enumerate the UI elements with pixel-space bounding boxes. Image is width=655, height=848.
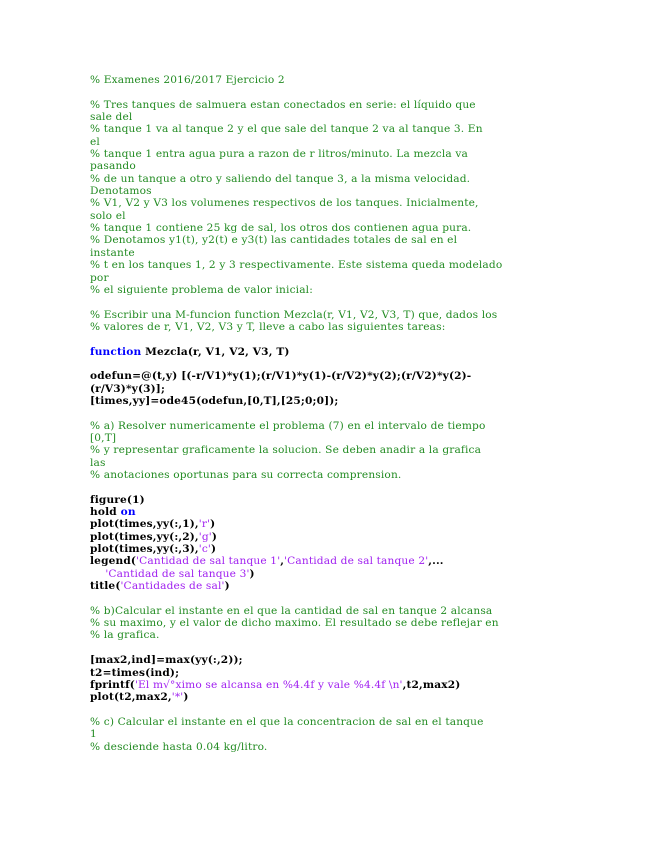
string-literal: '*' <box>171 691 184 704</box>
code-line <box>90 555 570 567</box>
intro-comment-line: el <box>90 135 100 148</box>
intro-comment-line: instante <box>90 246 135 259</box>
intro-comment-line: % Tres tanques de salmuera estan conectados en serie: el líquido que <box>90 98 476 111</box>
code-line <box>90 580 570 592</box>
part-c-comment-line: 1 <box>90 728 97 741</box>
intro-comment-line: % t en los tanques 1, 2 y 3 respectivamente. Este sistema queda modelado <box>90 259 503 272</box>
string-literal: 'Cantidad de sal tanque 3' <box>105 567 250 580</box>
code-fragment: fprintf( <box>90 678 135 691</box>
code-line: figure(1) <box>90 493 145 506</box>
function-signature: Mezcla(r, V1, V2, V3, T) <box>141 345 290 358</box>
code-fragment: ) <box>249 567 255 580</box>
task-comment-line: % Escribir una M-funcion function Mezcla(r, V1, V2, V3, T) que, dados los <box>90 308 498 321</box>
part-b-comment-line: % la grafica. <box>90 629 160 642</box>
string-literal: 'El m√°ximo se alcansa en %4.4f y vale %4.4f \n' <box>134 678 403 691</box>
code-listing <box>90 74 570 753</box>
intro-comment-line: % el siguiente problema de valor inicial: <box>90 283 313 296</box>
part-b-comment-line: % b)Calcular el instante en el que la cantidad de sal en tanque 2 alcansa <box>90 604 493 617</box>
code-line <box>90 691 570 703</box>
intro-comment-line: % Denotamos y1(t), y2(t) e y3(t) las cantidades totales de sal en el <box>90 234 458 247</box>
intro-comment-line: por <box>90 271 109 284</box>
part-a-comment-line: las <box>90 456 106 469</box>
hold-command: hold <box>90 506 121 519</box>
intro-comment-line: Denotamos <box>90 185 152 198</box>
code-fragment: ,... <box>428 555 444 568</box>
string-literal: 'Cantidad de sal tanque 2' <box>284 555 429 568</box>
intro-comment-line: % de un tanque a otro y saliendo del tanque 3, a la misma velocidad. <box>90 172 471 185</box>
part-a-comment-line: [0,T] <box>90 431 117 444</box>
code-line: odefun=@(t,y) [(-r/V1)*y(1);(r/V1)*y(1)-(r/V2)*y(2);(r/V2)*y(2)- <box>90 370 472 383</box>
part-c-comment-line: % desciende hasta 0.04 kg/litro. <box>90 740 268 753</box>
code-fragment: , <box>280 555 285 568</box>
function-declaration <box>90 346 570 358</box>
code-fragment: ,t2,max2) <box>402 678 461 691</box>
intro-comment-line: solo el <box>90 209 126 222</box>
code-line <box>90 679 570 691</box>
code-fragment: ) <box>211 543 217 556</box>
code-line <box>90 568 570 580</box>
string-literal: 'c' <box>198 543 211 556</box>
code-fragment: ) <box>211 530 218 543</box>
code-line <box>90 531 570 543</box>
intro-comment-line: % V1, V2 y V3 los volumenes respectivos de los tanques. Inicialmente, <box>90 197 479 210</box>
code-indent <box>90 568 105 580</box>
code-fragment: legend( <box>90 555 137 568</box>
code-fragment: plot(times,yy(:,1), <box>90 518 199 531</box>
code-line <box>90 543 570 555</box>
hold-argument: on <box>120 506 136 519</box>
code-fragment: ) <box>183 691 189 704</box>
code-line: t2=times(ind); <box>90 666 180 679</box>
code-line <box>90 518 570 530</box>
code-fragment: ) <box>210 518 216 531</box>
intro-comment-line: % tanque 1 va al tanque 2 y el que sale del tanque 2 va al tanque 3. En <box>90 123 483 136</box>
code-fragment: plot(times,yy(:,2), <box>90 530 199 543</box>
code-line: (r/V3)*y(3)]; <box>90 382 166 395</box>
code-fragment: title( <box>90 580 121 593</box>
string-literal: 'r' <box>198 518 211 531</box>
code-line: [max2,ind]=max(yy(:,2)); <box>90 654 243 667</box>
code-line <box>90 506 570 518</box>
code-fragment: plot(times,yy(:,3), <box>90 543 199 556</box>
string-literal: 'g' <box>198 530 212 543</box>
title-comment: % Examenes 2016/2017 Ejercicio 2 <box>90 74 285 86</box>
intro-comment-line: sale del <box>90 111 133 124</box>
code-line: [times,yy]=ode45(odefun,[0,T],[25;0;0]); <box>90 394 339 407</box>
code-fragment: ) <box>224 580 230 593</box>
intro-comment-line: pasando <box>90 160 136 173</box>
function-keyword: function <box>90 345 142 358</box>
part-c-comment-line: % c) Calcular el instante en el que la concentracion de sal en el tanque <box>90 715 484 728</box>
part-a-comment-line: % anotaciones oportunas para su correcta comprension. <box>90 469 402 481</box>
intro-comment-line: % tanque 1 contiene 25 kg de sal, los otros dos contienen agua pura. <box>90 222 472 235</box>
string-literal: 'Cantidad de sal tanque 1' <box>136 555 281 568</box>
part-b-comment-line: % su maximo, y el valor de dicho maximo. El resultado se debe reflejar en <box>90 617 499 630</box>
code-fragment: plot(t2,max2, <box>90 691 172 704</box>
task-comment-line: % valores de r, V1, V2, V3 y T, lleve a cabo las siguientes tareas: <box>90 320 446 333</box>
part-a-comment-line: % y representar graficamente la solucion. Se deben anadir a la grafica <box>90 444 482 457</box>
string-literal: 'Cantidades de sal' <box>120 580 225 593</box>
part-a-comment-line: % a) Resolver numericamente el problema (7) en el intervalo de tiempo <box>90 419 486 432</box>
intro-comment-line: % tanque 1 entra agua pura a razon de r litros/minuto. La mezcla va <box>90 148 469 161</box>
